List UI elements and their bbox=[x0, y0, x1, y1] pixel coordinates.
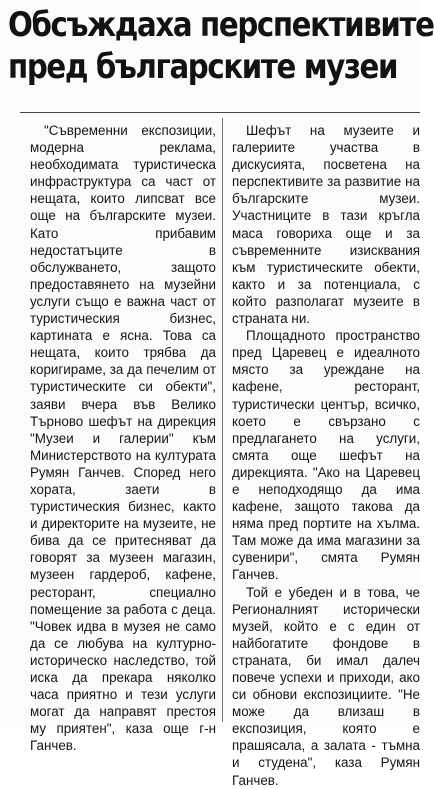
headline-line-1: Обсъждаха перспективите bbox=[8, 5, 434, 45]
article-column-left bbox=[30, 122, 216, 754]
left-paragraph-1: "Съвременни експозиции, модерна реклама, необходимата туристическа инфраструктура са част от нещата, които липсват все още на българските музеи. Като прибавим недостатъците в обслужването, защото предоставянето на музейни услуги също е важна част от туристическия бизнес, картината е ясна. Това са нещата, които трябва да коригираме, за да печелим от туристическите си обекти", заяви вчера във Велико Търново шефът на дирекция "Музеи и галерии" към Министерството на културата Румян Ганчев. Според него хората, заети в туристическия бизнес, както и директорите на музеите, не бива да се притесняват да говорят за музеен магазин, музеен гардероб, кафене, ресторант, специално помещение за работа с деца. "Човек идва в музея не само да се любува на културно-историческо наследство, той иска да прекара няколко часа приятно и тези услуги могат да направят престоя му приятен", каза още г-н Ганчев. bbox=[30, 123, 216, 754]
right-paragraph-1: Шефът на музеите и галериите участва в дискусията, посветена на перспективите за развитие на българските музеи. Участниците в тази кръгла маса говориха още и за съвременните изисквания към туристическите обекти, както и за потенциала, с който разполагат музеите в страната ни. bbox=[232, 123, 420, 327]
article-headline bbox=[8, 4, 434, 88]
headline-rule bbox=[20, 112, 420, 113]
column-divider bbox=[222, 118, 223, 722]
right-paragraph-2: Площадното пространство пред Царевец е идеалното място за уреждане на кафене, ресторант, туристически център, всичко, което е свързано с предлагането на услуги, смята още шефът на дирекцията. "Ако на Царевец е неподходящо да има кафене, защото такова да няма пред портите на хълма. Там може да има магазини за сувенири", смята Румян Ганчев. bbox=[232, 328, 420, 583]
right-paragraph-3: Той е убеден и в това, че Регионалният исторически музей, който е с един от найбогатите фондове в страната, би имал далеч повече успехи и приходи, ако си обнови експозициите. "Не може да влизаш в експозиция, която е прашясала, а залата - тъмна и студена", каза Румян Ганчев. bbox=[232, 584, 420, 788]
article-column-right bbox=[232, 122, 420, 788]
headline-line-2: пред българските музеи bbox=[8, 47, 398, 87]
